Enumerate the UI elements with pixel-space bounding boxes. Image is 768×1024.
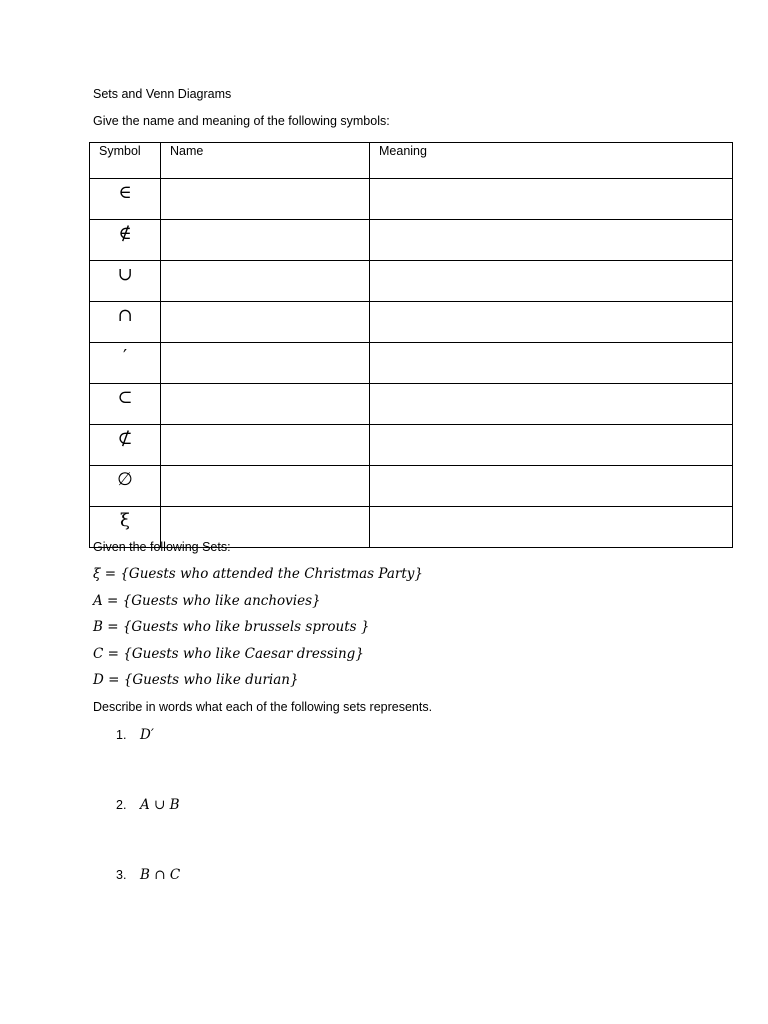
symbols-table <box>89 142 733 548</box>
equals-sign: = <box>102 619 123 635</box>
symbol-cell <box>90 384 161 425</box>
question-2 <box>116 797 180 813</box>
name-cell[interactable] <box>161 425 370 466</box>
table-instruction: Give the name and meaning of the following symbols: <box>93 114 390 128</box>
symbol-cell <box>90 466 161 507</box>
set-name: ξ <box>93 566 101 582</box>
table-row <box>90 302 733 343</box>
equals-sign: = <box>103 646 124 662</box>
table-row <box>90 220 733 261</box>
not-element-of-symbol: ∉ <box>118 223 132 244</box>
symbol-cell <box>90 179 161 220</box>
meaning-cell[interactable] <box>370 507 733 548</box>
meaning-cell[interactable] <box>370 466 733 507</box>
meaning-cell[interactable] <box>370 220 733 261</box>
set-definition-b <box>93 619 369 635</box>
table-row <box>90 425 733 466</box>
set-definition-d <box>93 672 299 688</box>
not-subset-symbol: ⊄ <box>117 428 133 449</box>
name-cell[interactable] <box>161 179 370 220</box>
complement-symbol: ′ <box>122 346 128 367</box>
equals-sign: = <box>100 566 121 582</box>
name-cell[interactable] <box>161 302 370 343</box>
set-description: {Guests who like brussels sprouts } <box>122 619 370 635</box>
symbol-cell <box>90 343 161 384</box>
meaning-cell[interactable] <box>370 384 733 425</box>
question-1 <box>116 727 154 743</box>
empty-set-symbol: ∅ <box>117 469 133 490</box>
equals-sign: = <box>103 672 124 688</box>
universal-set-symbol: ξ <box>120 510 130 531</box>
set-description: {Guests who like Caesar dressing} <box>123 646 364 662</box>
set-description: {Guests who attended the Christmas Party} <box>120 566 424 582</box>
subset-symbol: ⊂ <box>117 387 133 408</box>
set-definition-c <box>93 646 364 662</box>
symbol-cell <box>90 302 161 343</box>
name-cell[interactable] <box>161 261 370 302</box>
table-row <box>90 384 733 425</box>
question-3 <box>116 867 180 883</box>
describe-instruction: Describe in words what each of the following sets represents. <box>93 700 433 714</box>
page-title: Sets and Venn Diagrams <box>93 87 232 101</box>
sets-heading: Given the following Sets: <box>93 540 231 554</box>
intersection-symbol: ∩ <box>117 305 133 326</box>
set-name: A <box>93 593 103 609</box>
table-row <box>90 179 733 220</box>
name-cell[interactable] <box>161 384 370 425</box>
equals-sign: = <box>102 593 123 609</box>
meaning-cell[interactable] <box>370 302 733 343</box>
table-row <box>90 466 733 507</box>
header-symbol: Symbol <box>90 143 161 179</box>
question-number: 2. <box>116 798 127 812</box>
set-definition-xi <box>93 566 423 582</box>
symbol-cell <box>90 425 161 466</box>
meaning-cell[interactable] <box>370 179 733 220</box>
symbol-cell <box>90 220 161 261</box>
name-cell[interactable] <box>161 220 370 261</box>
union-symbol: ∪ <box>117 264 133 285</box>
table-header-row <box>90 143 733 179</box>
question-expression: D′ <box>140 727 154 743</box>
table-row <box>90 261 733 302</box>
name-cell[interactable] <box>161 466 370 507</box>
question-number: 1. <box>116 728 127 742</box>
meaning-cell[interactable] <box>370 425 733 466</box>
question-number: 3. <box>116 868 127 882</box>
set-description: {Guests who like anchovies} <box>122 593 321 609</box>
set-name: D <box>93 672 104 688</box>
set-name: C <box>93 646 104 662</box>
set-description: {Guests who like durian} <box>123 672 299 688</box>
header-name: Name <box>161 143 370 179</box>
question-expression: A ∪ B <box>140 797 180 813</box>
meaning-cell[interactable] <box>370 261 733 302</box>
question-expression: B ∩ C <box>140 867 181 883</box>
name-cell[interactable] <box>161 343 370 384</box>
set-name: B <box>93 619 103 635</box>
table-row <box>90 343 733 384</box>
symbol-cell <box>90 261 161 302</box>
element-of-symbol: ∈ <box>118 182 132 203</box>
set-definition-a <box>93 593 321 609</box>
meaning-cell[interactable] <box>370 343 733 384</box>
header-meaning: Meaning <box>370 143 733 179</box>
